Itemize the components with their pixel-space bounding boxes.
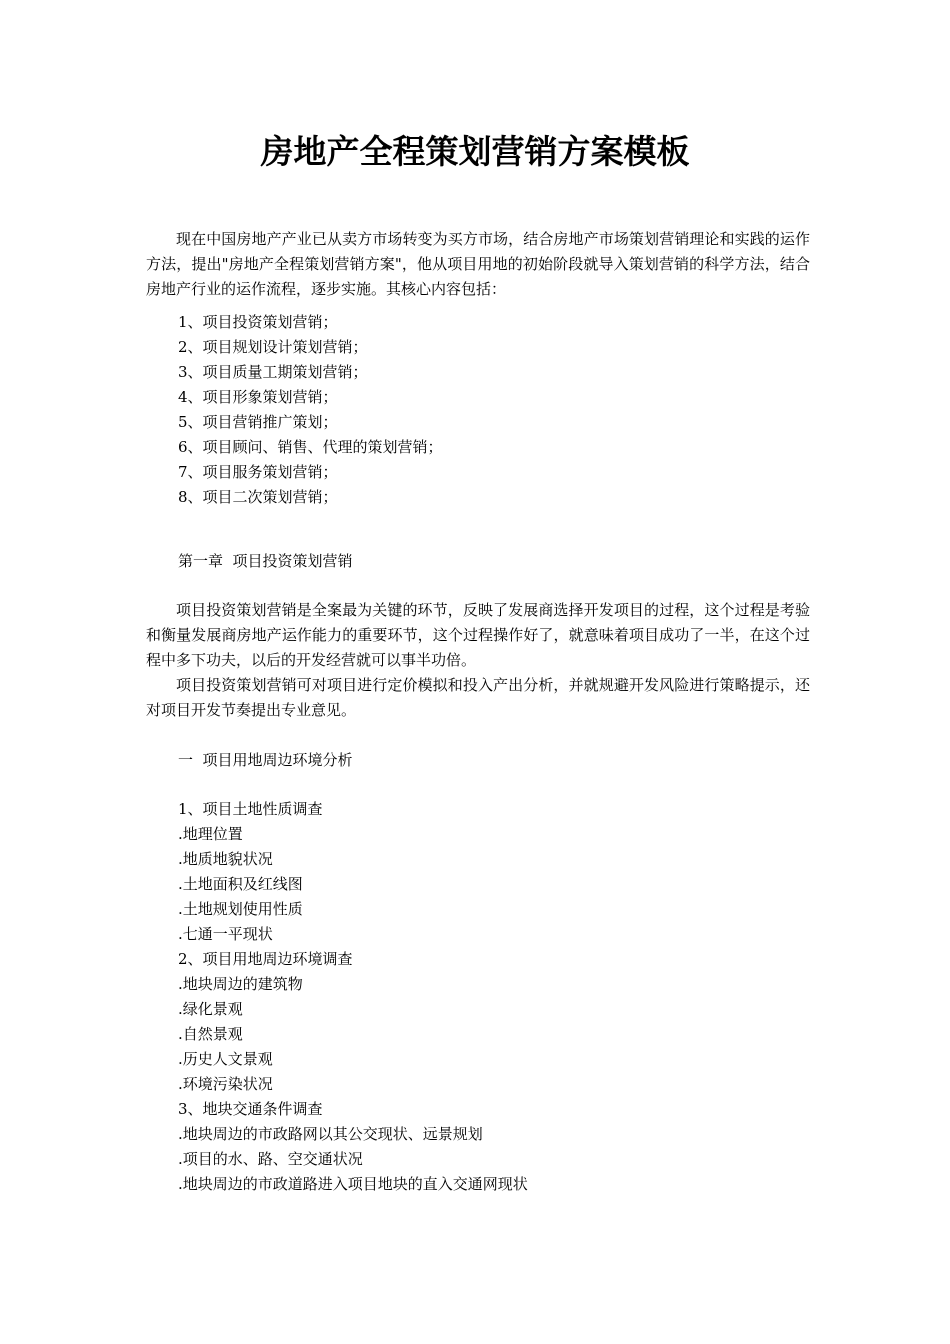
list-item: 7、项目服务策划营销；: [178, 463, 338, 481]
intro-block: [146, 227, 810, 302]
list-item: .地块周边的建筑物: [178, 975, 303, 993]
list-item: 8、项目二次策划营销；: [178, 488, 338, 506]
list-item: .地理位置: [178, 825, 243, 843]
list-item: .绿化景观: [178, 1000, 243, 1018]
core-items-list: [146, 310, 810, 510]
section-heading: 一 项目用地周边环境分析: [178, 751, 353, 769]
list-item: 3、地块交通条件调查: [178, 1100, 323, 1118]
list-item: .地质地貌状况: [178, 850, 273, 868]
list-item: .自然景观: [178, 1025, 243, 1043]
chapter-paragraph: 项目投资策划营销是全案最为关键的环节，反映了发展商选择开发项目的过程，这个过程是考验和衡量发展商房地产运作能力的重要环节，这个过程操作好了，就意味着项目成功了一半，在这个过程中多下功夫，以后的开发经营就可以事半功倍。: [146, 601, 810, 669]
chapter-heading: 第一章 项目投资策划营销: [178, 552, 353, 570]
list-item: 1、项目投资策划营销；: [178, 313, 338, 331]
list-item: .项目的水、路、空交通状况: [178, 1150, 363, 1168]
section-heading-block: [146, 748, 810, 773]
intro-paragraph: 现在中国房地产产业已从卖方市场转变为买方市场，结合房地产市场策划营销理论和实践的运作方法，提出"房地产全程策划营销方案"，他从项目用地的初始阶段就导入策划营销的科学方法，结合房地产行业的运作流程，逐步实施。其核心内容包括：: [146, 230, 810, 298]
list-item: 2、项目规划设计策划营销；: [178, 338, 368, 356]
list-item: .土地面积及红线图: [178, 875, 303, 893]
list-item: .七通一平现状: [178, 925, 273, 943]
list-item: 5、项目营销推广策划；: [178, 413, 338, 431]
list-item: .历史人文景观: [178, 1050, 273, 1068]
chapter-heading-block: [146, 549, 810, 574]
chapter-paragraph: 项目投资策划营销可对项目进行定价模拟和投入产出分析，并就规避开发风险进行策略提示，还对项目开发节奏提出专业意见。: [146, 676, 810, 719]
list-item: .地块周边的市政道路进入项目地块的直入交通网现状: [178, 1175, 528, 1193]
list-item: 3、项目质量工期策划营销；: [178, 363, 368, 381]
list-item: 6、项目顾问、销售、代理的策划营销；: [178, 438, 443, 456]
list-item: .地块周边的市政路网以其公交现状、远景规划: [178, 1125, 483, 1143]
list-item: 1、项目土地性质调查: [178, 800, 323, 818]
document-title: 房地产全程策划营销方案模板: [260, 132, 690, 171]
list-item: .土地规划使用性质: [178, 900, 303, 918]
list-item: .环境污染状况: [178, 1075, 273, 1093]
list-item: 4、项目形象策划营销；: [178, 388, 338, 406]
section-lines: [146, 797, 810, 1197]
chapter-body: [146, 598, 810, 723]
list-item: 2、项目用地周边环境调查: [178, 950, 353, 968]
